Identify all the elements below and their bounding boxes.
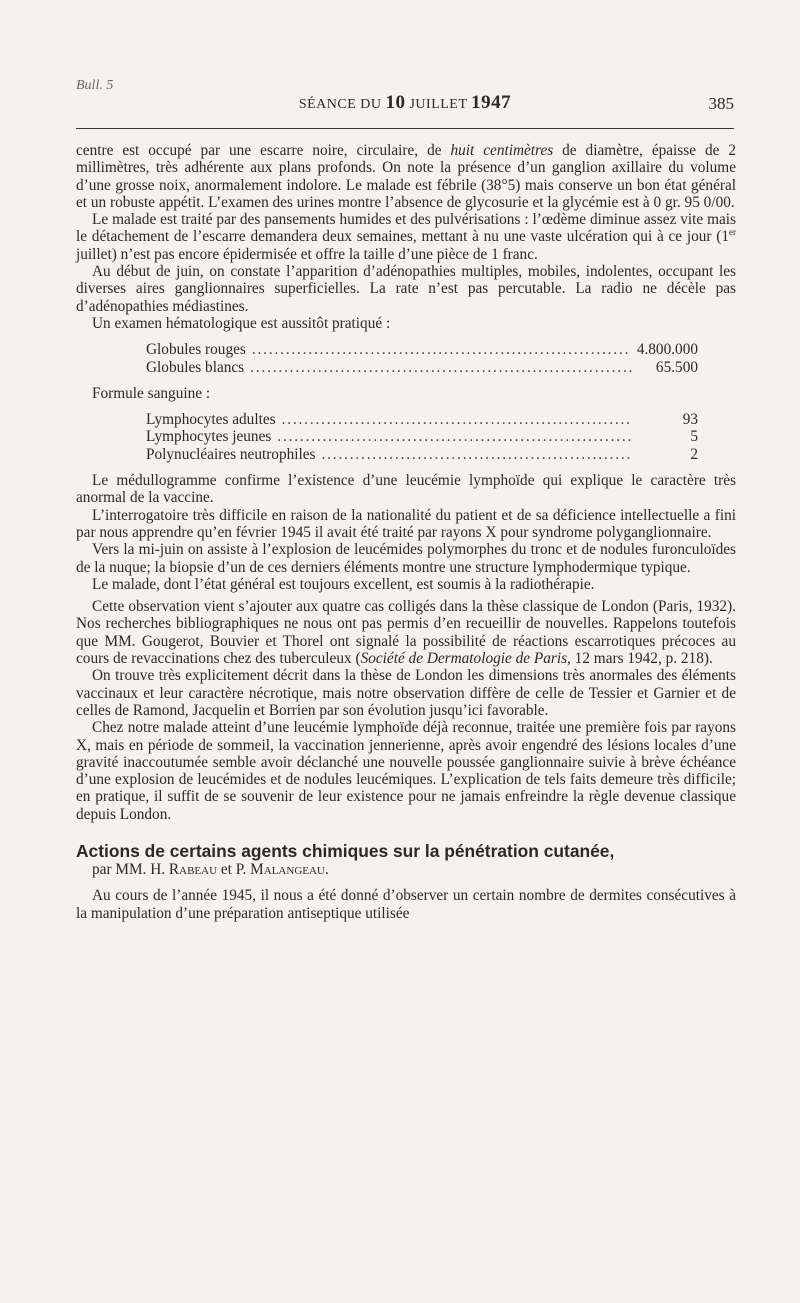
list-item: Polynucléaires neutrophiles . . . 2	[146, 446, 698, 463]
author-name: Malangeau.	[250, 860, 329, 878]
paragraph: Chez notre malade atteint d’une leucémie lymphoïde déjà reconnue, traitée une première fois par rayons X, mais en période de sommeil, la vaccination jennerienne, après avoir engendré des lésions locales d’une gravité inaccoutumée semble avoir déclanché une nouvelle poussée ganglionnaire suivie à brève échéance d’une explosion de leucémides et de nodules leucémiques. L’explication de tels faits demeure très difficile; en pratique, il suffit de se souvenir de leur existence pour ne jamais enfreindre la règle devenue classique depuis London.	[76, 719, 736, 823]
paragraph: Au début de juin, on constate l’apparition d’adénopathies multiples, mobiles, indolentes, occupant les diverses aires ganglionnaires superficielles. La rate n’est pas percutable. La radio ne décèle pas d’adénopathies médiastines.	[76, 263, 736, 315]
paragraph: Le médullogramme confirme l’existence d’une leucémie lymphoïde qui explique le caractère très anormal de la vaccine.	[76, 472, 736, 507]
paragraph: On trouve très explicitement décrit dans la thèse de London les dimensions très anormales des éléments vaccinaux et leur caractère nécrotique, mais notre observation diffère de celle de Tessier et Garnier et de celles de Ramond, Jacquelin et Borrien par son évolution jusqu’ici favorable.	[76, 667, 736, 719]
list-item: Lymphocytes jeunes . . . 5	[146, 428, 698, 445]
blood-count-list	[76, 341, 736, 376]
paragraph: Le malade est traité par des pansements humides et des pulvérisations : l’œdème diminue assez vite mais le détachement de l’escarre demandera deux semaines, mettant à nu une vaste ulcération qui à ce jour (1er juillet) n’est pas encore épidermisée et offre la taille d’une pièce de 1 franc.	[76, 211, 736, 263]
list-item: Lymphocytes adultes . . . 93	[146, 411, 698, 428]
session-title	[76, 92, 734, 114]
session-year: 1947	[471, 92, 512, 113]
page-number: 385	[708, 94, 734, 113]
paragraph: Le malade, dont l’état général est toujours excellent, est soumis à la radiothérapie.	[92, 575, 595, 593]
paragraph: centre est occupé par une escarre noire, circulaire, de huit centimètres de diamètre, épaisse de 2 millimètres, très adhérente aux plans profonds. On note la présence d’un ganglion axillaire du volume d’une grosse noix, anormalement indolore. Le malade est fébrile (38°5) mais conserve un bon état général et un robuste appétit. L’examen des urines montre l’absence de glycosurie et la glycémie est à 0 gr. 95 0/00.	[76, 142, 737, 211]
paragraph: Au cours de l’année 1945, il nous a été donné d’observer un certain nombre de dermites consécutives à la manipulation d’une préparation antiseptique utilisée	[76, 887, 736, 922]
session-day: 10	[385, 92, 406, 113]
bulletin-note: Bull. 5	[76, 78, 114, 93]
article-body	[76, 142, 736, 922]
session-month: JUILLET	[409, 97, 468, 112]
paragraph: Vers la mi-juin on assiste à l’explosion de leucémides polymorphes du tronc et de nodules furonculoïdes de la nuque; la biopsie d’un de ces derniers éléments montre une structure lymphodermique typique.	[76, 541, 736, 576]
formula-list	[76, 411, 736, 463]
byline: par MM. H. Rabeau et P. Malangeau.	[92, 860, 329, 878]
header-rule	[76, 128, 734, 129]
paragraph: L’interrogatoire très difficile en raison de la nationalité du patient et de sa déficience intellectuelle a fini par nous apprendre qu’en février 1945 il avait été traité par rayons X pour syndrome polyganglionnaire.	[76, 506, 736, 541]
session-label: SÉANCE DU	[298, 97, 382, 112]
list-item: Globules rouges . . . 4.800.000	[146, 341, 698, 358]
paragraph: Cette observation vient s’ajouter aux quatre cas colligés dans la thèse classique de London (Paris, 1932). Nos recherches bibliographiques ne nous ont pas permis d’en recueillir de nouvelles. Rappelons toutefois que MM. Gougerot, Bouvier et Thorel ont signalé la possibilité de réactions escarrotiques précoces au cours de revaccinations chez des tuberculeux (Société de Dermatologie de Paris, 12 mars 1942, p. 218).	[76, 598, 736, 668]
author-name: Rabeau	[168, 860, 218, 878]
running-header	[76, 92, 734, 118]
formula-label: Formule sanguine :	[92, 384, 211, 402]
section-title: Actions de certains agents chimiques sur la pénétration cutanée,	[76, 840, 615, 861]
list-item: Globules blancs . . . 65.500	[146, 359, 698, 376]
paragraph: Un examen hématologique est aussitôt pratiqué :	[92, 314, 391, 332]
